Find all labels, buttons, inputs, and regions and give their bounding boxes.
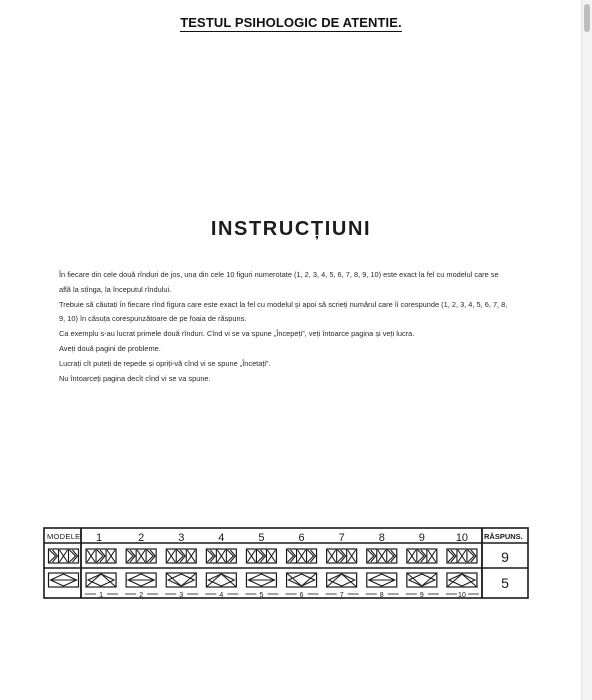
option-figure-row1 <box>126 549 156 563</box>
option-figure-row1 <box>327 549 357 563</box>
sub-label: 9 <box>419 592 424 599</box>
instruction-paragraph: Nu întoarceți pagina decît cînd vi se va spune. <box>59 373 211 383</box>
option-figure-row2 <box>447 573 477 587</box>
option-figure-row1 <box>86 549 116 563</box>
instruction-paragraph: Trebuie să căutați în fiecare rînd figura care este exact la fel cu modelul și apoi să scrieți numărul care îi corespunde (1, 2, 3, 4, 5, 6, 7, 8, 9, 10) în căsuța corespunzătoare de pe foaia de răspuns. <box>59 299 508 324</box>
sub-label: 4 <box>219 592 224 599</box>
option-figure-row2 <box>246 573 276 587</box>
answer-value: 9 <box>501 549 509 565</box>
option-figure-row1 <box>407 549 437 563</box>
sub-label: 2 <box>139 592 144 599</box>
option-figure-row2 <box>287 573 317 587</box>
instruction-paragraph: În fiecare din cele două rînduri de jos, una din cele 10 figuri numerotate (1, 2, 3, 4, 5, 6, 7, 8, 9, 10) este exact la fel cu modelul care se află la stînga, la începutul rîndului. <box>59 270 499 294</box>
option-figure-row2 <box>206 573 236 587</box>
model-column-header: MODELE <box>47 532 81 541</box>
document-title-text: TESTUL PSIHOLOGIC DE ATENTIE. <box>180 15 402 30</box>
option-figure-row2 <box>407 573 437 587</box>
option-figure-row1 <box>367 549 397 563</box>
column-number: 2 <box>138 532 145 544</box>
option-figure-row1 <box>166 549 196 563</box>
option-figure-row1 <box>206 549 236 563</box>
option-figure-row2 <box>166 573 196 587</box>
option-figure-row1 <box>287 549 317 563</box>
option-figure-row2 <box>327 573 357 587</box>
answer-column-header: RĂSPUNS. <box>484 532 523 541</box>
sub-label: 7 <box>339 592 344 599</box>
option-figure-row1 <box>447 549 477 563</box>
column-number: 1 <box>95 532 103 544</box>
instruction-paragraph: Lucrați cît puteți de repede și opriți-vă cînd vi se spune „Încetați”. <box>59 358 271 368</box>
column-number: 9 <box>418 532 425 544</box>
column-number: 8 <box>378 532 385 544</box>
option-figure-row2 <box>126 573 156 587</box>
instruction-paragraph: Aveți două pagini de probleme. <box>59 343 161 353</box>
sub-label: 5 <box>259 592 264 599</box>
sub-label: 6 <box>299 592 304 599</box>
model-figure-row1 <box>49 549 79 563</box>
option-figure-row1 <box>246 549 276 563</box>
sub-label: 1 <box>99 592 104 599</box>
sub-label: 8 <box>379 592 384 599</box>
column-number: 4 <box>218 532 225 544</box>
column-number: 6 <box>298 532 305 544</box>
column-number: 10 <box>455 532 469 544</box>
column-number: 5 <box>258 532 265 544</box>
column-number: 7 <box>338 532 345 544</box>
model-figure-row2 <box>49 573 79 587</box>
sub-label: 3 <box>179 592 184 599</box>
sub-label: 10 <box>458 592 466 599</box>
option-figure-row2 <box>367 573 397 587</box>
instruction-paragraph: Ca exemplu s-au lucrat primele două rînduri. Cînd vi se va spune „Începeți”, veți întoarce pagina și veți lucra. <box>59 329 415 339</box>
option-figure-row2 <box>86 573 116 587</box>
instructions-heading: INSTRUCȚIUNI <box>210 218 372 240</box>
answer-value: 5 <box>501 575 509 591</box>
column-number: 3 <box>178 532 185 544</box>
